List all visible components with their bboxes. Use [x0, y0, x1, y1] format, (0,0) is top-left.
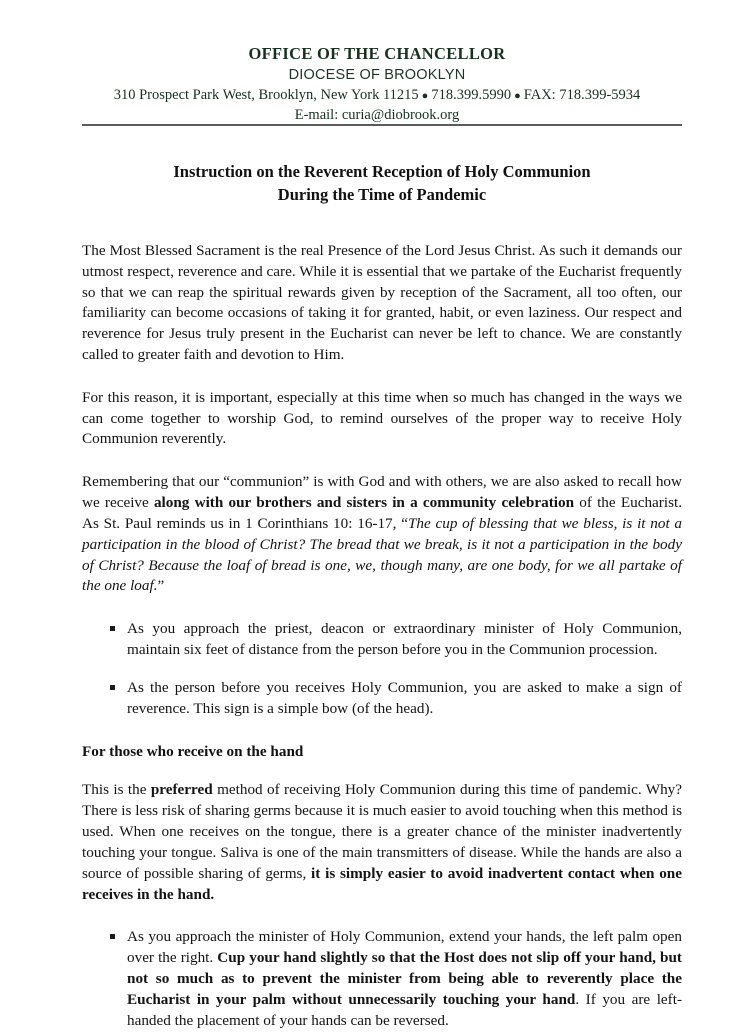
list-item-text-b: . If you are left-handed the placement of your hands can be reversed. [127, 990, 682, 1029]
paragraph-4-text-a: This is the [82, 781, 151, 799]
paragraph-3-text-b: of the Eucharist. As St. Paul reminds us in 1 Corinthians 10: 16-17, “ [82, 494, 683, 532]
bullet-list-group-1 [82, 619, 682, 719]
letterhead-email: E-mail: curia@diobrook.org [294, 107, 460, 124]
page-title-line-1: Instruction on the Reverent Reception of Holy Communion [173, 162, 591, 181]
list-item-bold-instruction: Cup your hand slightly so that the Host does not slip off your hand, but not so much as to prevent the minister from being able to reverently place the Eucharist in your palm without unnecessarily touching your hand [127, 949, 682, 1008]
letterhead-street-address: 310 Prospect Park West, Brooklyn, New York 11215 [113, 87, 419, 104]
square-bullet-icon [110, 934, 115, 939]
letterhead-phone: 718.399.5990 [431, 87, 512, 104]
square-bullet-icon [110, 685, 115, 690]
letterhead-address-line [0, 86, 754, 106]
letterhead [0, 0, 754, 126]
paragraph-3-text-a: Remembering that our “communion” is with God and with others, we are also asked to recall how we receive [82, 473, 682, 512]
list-item-text [127, 928, 682, 1028]
page-title [82, 160, 682, 207]
paragraph-4-text-b: method of receiving Holy Communion during this time of pandemic. Why? There is less risk of sharing germs because it is much easier to avoid touching when this method is used. When one receives on the tongue, there is a greater chance of the minister inadvertently touching your tongue. Saliva is one of the main transmitters of disease. While the hands are also a source of possible sharing of germs, [82, 781, 683, 882]
page-title-line-2: During the Time of Pandemic [277, 185, 487, 205]
bullet-separator-icon: ● [514, 89, 521, 102]
letterhead-office-title: OFFICE OF THE CHANCELLOR [248, 44, 506, 63]
list-item-text: As you approach the priest, deacon or extraordinary minister of Holy Communion, maintain six feet of distance from the person before you in the Communion procession. [127, 620, 682, 659]
bullet-list-group-2 [82, 927, 682, 1031]
letterhead-divider [82, 124, 682, 126]
letterhead-fax: FAX: 718.399-5934 [523, 87, 641, 104]
paragraph-1: The Most Blessed Sacrament is the real Presence of the Lord Jesus Christ. As such it demands our utmost respect, reverence and care. While it is essential that we partake of the Eucharist frequently so that we can reap the spiritual rewards given by reception of the Sacrament, all too often, our familiarity can become occasions of taking it for granted, habit, or even laziness. Our respect and reverence for Jesus truly present in the Eucharist can never be left to chance. We are constantly called to greater faith and devotion to Him. [82, 241, 682, 363]
list-item [82, 927, 682, 1031]
bullet-separator-icon: ● [421, 89, 429, 102]
paragraph-4 [82, 780, 682, 905]
letterhead-diocese: DIOCESE OF BROOKLYN [288, 66, 466, 83]
paragraph-3 [82, 472, 682, 597]
list-item [82, 619, 682, 661]
square-bullet-icon [110, 626, 115, 631]
list-item [82, 678, 682, 720]
scripture-quotation: The cup of blessing that we bless, is it not a participation in the blood of Christ? The bread that we break, is it not a participation in the body of Christ? Because the loaf of bread is one, we, though many, are one body, for we all partake of the one loaf. [82, 514, 683, 595]
section-subheading: For those who receive on the hand [82, 742, 304, 760]
paragraph-3-bold-phrase: along with our brothers and sisters in a community celebration [153, 494, 575, 512]
list-item-text: As the person before you receives Holy Communion, you are asked to make a sign of reverence. This sign is a simple bow (of the head). [127, 678, 682, 717]
document-body [82, 160, 682, 1032]
paragraph-4-bold-preferred: preferred [150, 781, 213, 799]
paragraph-4-bold-emphasis: it is simply easier to avoid inadvertent contact when one receives in the hand. [82, 864, 682, 903]
paragraph-2: For this reason, it is important, especially at this time when so much has changed in the ways we can come together to worship God, to remind ourselves of the proper way to receive Holy Communion reverently. [82, 388, 682, 448]
paragraph-3-text-c: ” [157, 577, 165, 595]
list-item-text-a: As you approach the minister of Holy Communion, extend your hands, the left palm open over the right. [127, 928, 682, 967]
